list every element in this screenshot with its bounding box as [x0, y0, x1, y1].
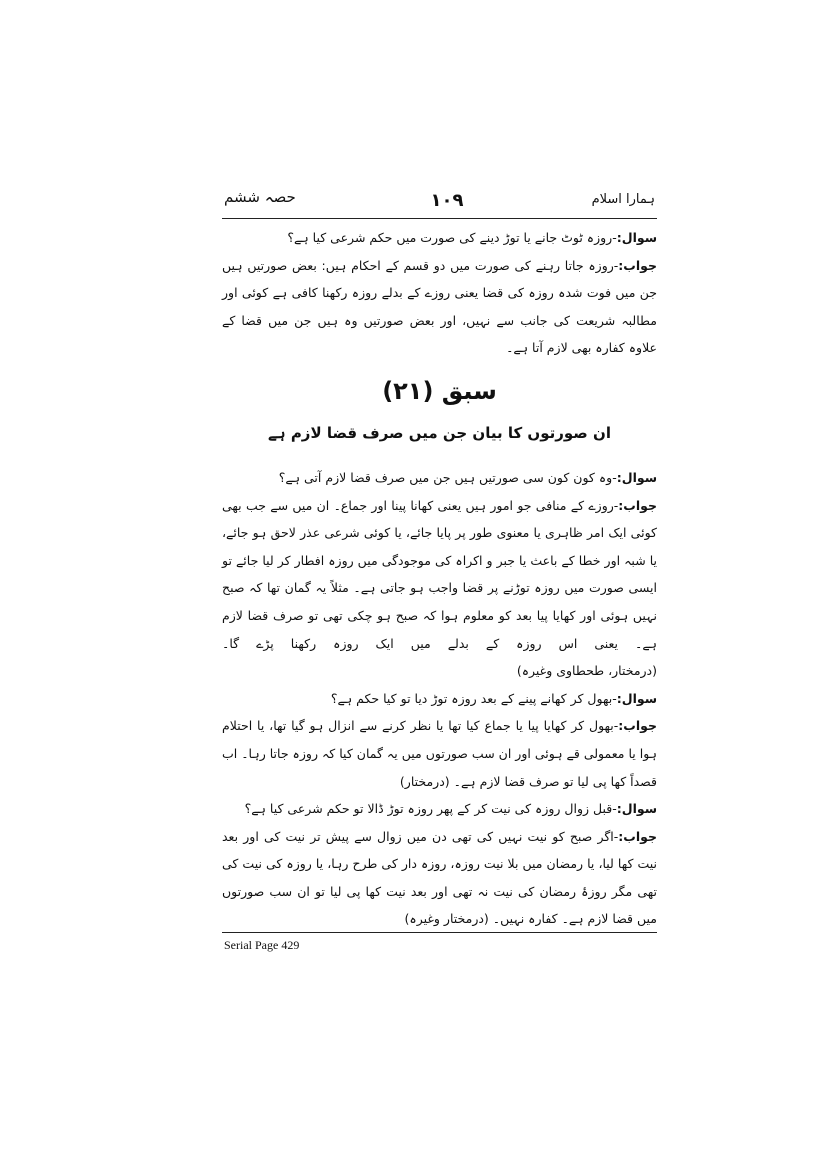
answer-reference: (درمختار وغیرہ): [404, 911, 489, 927]
answer-reference: (درمختار): [399, 773, 450, 789]
serial-label: Serial Page: [224, 938, 279, 952]
question-3: [222, 795, 657, 823]
answer-label: جواب:: [618, 257, 657, 273]
book-page: [222, 180, 657, 970]
footer-rule: [222, 932, 657, 933]
question-label: سوال:: [616, 690, 657, 706]
question-2: [222, 685, 657, 713]
question-text: -روزہ ٹوٹ جانے یا توڑ دینے کی صورت میں حکم شرعی کیا ہے؟: [287, 230, 617, 245]
question-label: سوال:: [616, 469, 657, 485]
answer-text: -روزے کے منافی جو امور ہیں یعنی کھانا پینا اور جماع۔ ان میں سے جب بھی کوئی ایک امر ظاہری یا معنوی طور پر پایا جائے، یا کوئی شرعی عذر لاحق ہو جائے، یا شبہ اور خطا کے باعث یا جبر و اکراہ کی موجودگی میں روزہ افطار کر لیا جائے تو ایسی صورت میں روزہ توڑنے پر قضا واجب ہو جاتی ہے۔ مثلاً یہ گمان تھا کہ صبح نہیں ہوئی اور کھایا پیا بعد کو معلوم ہوا کہ صبح ہو چکی تھی تو صرف قضا لازم ہے۔ یعنی اس روزہ کے بدلے میں ایک روزہ رکھنا پڑے گا۔: [222, 497, 657, 651]
serial-number: 429: [281, 938, 300, 952]
serial-page: [224, 938, 299, 953]
answer-label: جواب:: [618, 497, 657, 513]
question-text: -وہ کون کون سی صورتیں ہیں جن میں صرف قضا لازم آتی ہے؟: [278, 469, 617, 485]
question-text: -بھول کر کھانے پینے کے بعد روزہ توڑ دیا تو کیا حکم ہے؟: [330, 690, 617, 706]
question-label: سوال:: [616, 230, 657, 245]
page-header: [222, 180, 657, 216]
question-1: [222, 464, 657, 492]
answer-label: جواب:: [618, 718, 657, 734]
header-rule: [222, 218, 657, 219]
part-label: حصہ ششم: [224, 188, 296, 206]
answer-2: [222, 712, 657, 795]
lesson-subtitle: ان صورتوں کا بیان جن میں صرف قضا لازم ہے: [268, 423, 611, 442]
page-number: ۱۰۹: [430, 190, 464, 211]
intro-question: [222, 224, 657, 252]
page-body: [222, 224, 657, 933]
lesson-title: سبق (۲۱): [382, 376, 497, 405]
question-text: -قبل زوال روزہ کی نیت کر کے پھر روزہ توڑ ڈالا تو حکم شرعی کیا ہے؟: [244, 801, 617, 817]
intro-answer: [222, 252, 657, 362]
answer-text: -روزہ جاتا رہنے کی صورت میں دو قسم کے احکام ہیں: بعض صورتیں ہیں جن میں فوت شدہ روزہ کی قضا یعنی روزے کے بدلے روزہ رکھنا کافی ہے کوئی اور مطالبہ شریعت کی جانب سے نہیں، اور بعض صورتیں وہ ہیں جن میں قضا کے علاوہ کفارہ بھی لازم آتا ہے۔: [222, 257, 657, 356]
answer-label: جواب:: [618, 828, 657, 844]
answer-text: -اگر صبح کو نیت نہیں کی تھی دن میں زوال سے پیش تر نیت کی اور بعد نیت کھا لیا، یا رمضان میں بلا نیت روزہ، روزہ دار کی طرح رہا، یا روزہ کی نیت کی تھی مگر روزۂ رمضان کی نیت نہ تھی اور بعد نیت کھا پی لیا تو ان سب صورتوں میں قضا لازم ہے۔ کفارہ نہیں۔: [222, 828, 657, 927]
book-title: ہمارا اسلام: [591, 192, 655, 207]
answer-reference: (درمختار، طحطاوی وغیرہ): [516, 663, 657, 679]
answer-1: [222, 492, 657, 685]
answer-text: -بھول کر کھایا پیا یا جماع کیا تھا یا نظر کرنے سے انزال ہو گیا تھا، یا احتلام ہوا یا معمولی قے ہوئی اور ان سب صورتوں میں یہ گمان کیا کہ روزہ جاتا رہا۔ اب قصداً کھا پی لیا تو صرف قضا لازم ہے۔: [222, 718, 657, 789]
question-label: سوال:: [616, 801, 657, 817]
answer-3: [222, 823, 657, 933]
